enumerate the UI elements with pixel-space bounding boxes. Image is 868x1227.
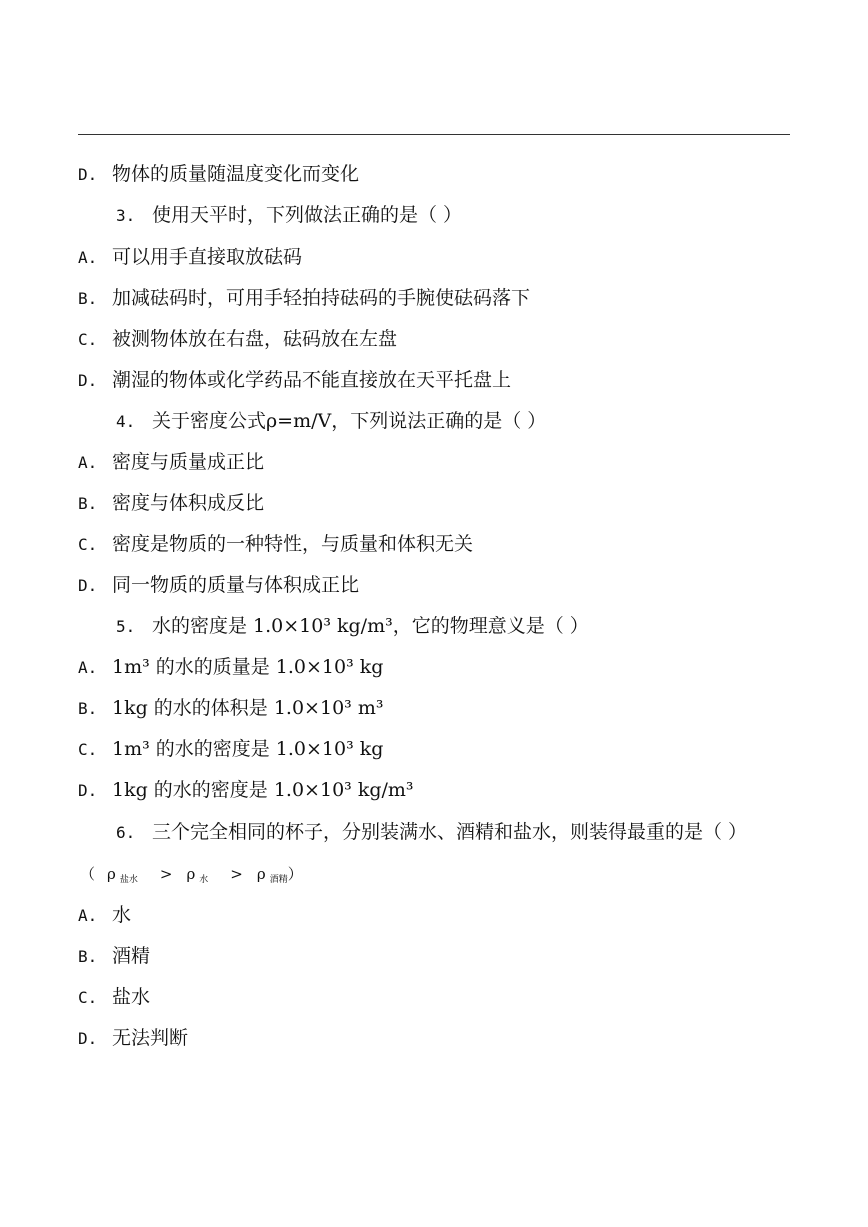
option-6c bbox=[78, 985, 150, 1010]
option-text: 密度与体积成反比 bbox=[112, 492, 265, 514]
option-letter: A. bbox=[78, 658, 98, 677]
option-3d bbox=[78, 368, 511, 393]
option-5a bbox=[78, 655, 383, 680]
option-letter: C. bbox=[78, 740, 98, 759]
subscript-alcohol: 酒精 bbox=[269, 875, 288, 885]
question-5 bbox=[116, 614, 589, 639]
question-number: 4. bbox=[116, 412, 136, 431]
option-letter: D. bbox=[78, 165, 98, 184]
option-letter: D. bbox=[78, 781, 98, 800]
option-4b bbox=[78, 491, 264, 516]
option-text: 物体的质量随温度变化而变化 bbox=[112, 163, 360, 185]
option-letter: A. bbox=[78, 248, 98, 267]
option-text: 可以用手直接取放砝码 bbox=[112, 246, 303, 268]
option-5d bbox=[78, 778, 414, 803]
option-4c bbox=[78, 532, 473, 557]
header-rule bbox=[78, 134, 790, 135]
option-text: 被测物体放在右盘，砝码放在左盘 bbox=[112, 328, 398, 350]
greater-than: > bbox=[159, 865, 173, 883]
open-paren: （ bbox=[80, 865, 96, 883]
option-letter: A. bbox=[78, 906, 98, 925]
greater-than: > bbox=[230, 865, 243, 883]
subscript-salt-water: 盐水 bbox=[119, 875, 138, 885]
option-6b bbox=[78, 944, 150, 969]
rho-symbol: ρ bbox=[107, 865, 116, 883]
rho-symbol: ρ bbox=[186, 865, 196, 883]
option-6d bbox=[78, 1026, 188, 1051]
option-letter: C. bbox=[78, 988, 98, 1007]
option-letter: B. bbox=[78, 494, 98, 513]
option-letter: D. bbox=[78, 371, 98, 390]
option-letter: C. bbox=[78, 330, 98, 349]
subscript-water: 水 bbox=[199, 875, 209, 885]
option-text: 无法判断 bbox=[112, 1027, 189, 1049]
option-letter: B. bbox=[78, 699, 98, 718]
option-text: 水 bbox=[112, 904, 132, 926]
question-4 bbox=[116, 409, 546, 434]
option-3a bbox=[78, 245, 302, 270]
question-text: 水的密度是 1.0×10³ kg/m³，它的物理意义是（ ） bbox=[152, 615, 589, 637]
option-text: 1kg 的水的体积是 1.0×10³ m³ bbox=[112, 697, 384, 719]
question-number: 3. bbox=[116, 206, 136, 225]
option-text: 加减砝码时，可用手轻拍持砝码的手腕使砝码落下 bbox=[112, 287, 531, 309]
question-number: 5. bbox=[116, 617, 136, 636]
option-text: 密度与质量成正比 bbox=[112, 451, 265, 473]
option-letter: D. bbox=[78, 1029, 98, 1048]
question-text: 使用天平时，下列做法正确的是（ ） bbox=[152, 204, 463, 226]
option-text: 盐水 bbox=[112, 986, 151, 1008]
option-5c bbox=[78, 737, 383, 762]
question-text: 关于密度公式ρ=m/V，下列说法正确的是（ ） bbox=[152, 410, 547, 432]
question-6 bbox=[116, 820, 747, 845]
option-4d bbox=[78, 573, 359, 598]
question-3 bbox=[116, 203, 462, 228]
density-comparison bbox=[80, 864, 303, 890]
option-4a bbox=[78, 450, 264, 475]
option-letter: A. bbox=[78, 453, 98, 472]
question-text: 三个完全相同的杯子，分别装满水、酒精和盐水，则装得最重的是（ ） bbox=[152, 821, 748, 843]
option-3c bbox=[78, 327, 397, 352]
option-letter: C. bbox=[78, 535, 98, 554]
option-5b bbox=[78, 696, 383, 721]
question-number: 6. bbox=[116, 823, 136, 842]
option-text: 同一物质的质量与体积成正比 bbox=[112, 574, 360, 596]
option-text: 1m³ 的水的密度是 1.0×10³ kg bbox=[112, 738, 384, 760]
option-letter: B. bbox=[78, 289, 98, 308]
option-text: 1kg 的水的密度是 1.0×10³ kg/m³ bbox=[112, 779, 414, 801]
option-text: 潮湿的物体或化学药品不能直接放在天平托盘上 bbox=[112, 369, 512, 391]
option-text: 1m³ 的水的质量是 1.0×10³ kg bbox=[112, 656, 384, 678]
option-6a bbox=[78, 903, 131, 928]
option-letter: D. bbox=[78, 576, 98, 595]
rho-symbol: ρ bbox=[256, 865, 266, 883]
option-3b bbox=[78, 286, 530, 311]
option-letter: B. bbox=[78, 947, 98, 966]
option-2d bbox=[78, 162, 359, 187]
option-text: 密度是物质的一种特性，与质量和体积无关 bbox=[112, 533, 474, 555]
close-paren: ） bbox=[287, 865, 303, 883]
option-text: 酒精 bbox=[112, 945, 151, 967]
